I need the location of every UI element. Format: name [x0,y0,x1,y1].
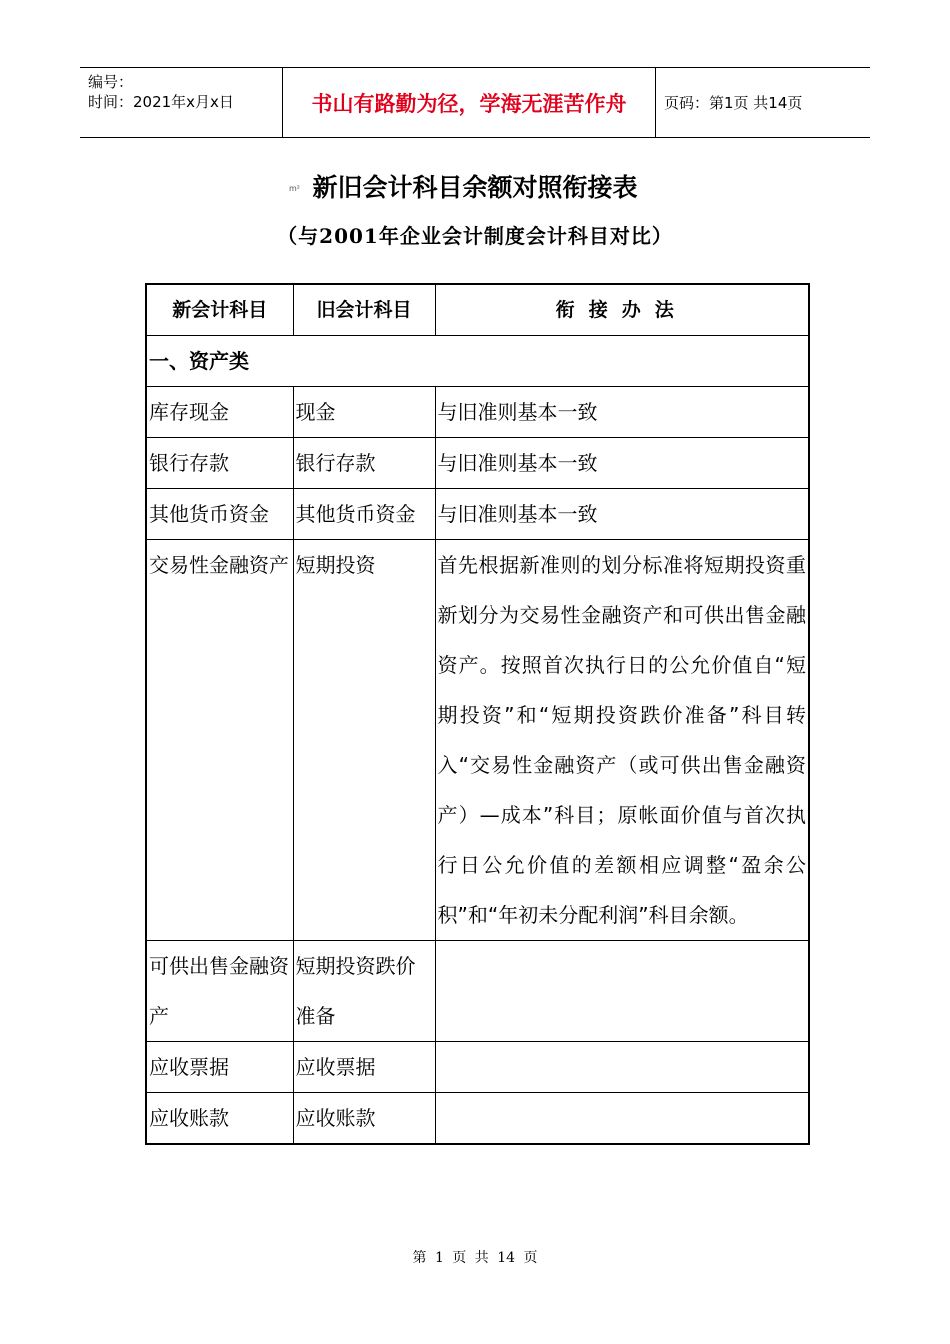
method-cell: 与旧准则基本一致 [435,438,809,489]
old-account-cell: 应收票据 [293,1042,435,1093]
header-new-account: 新会计科目 [146,284,293,336]
title-mark-icon: m² [289,184,300,193]
document-number-label: 编号： [88,73,134,91]
old-account-cell: 应收账款 [293,1093,435,1145]
document-title: 新旧会计科目余额对照衔接表 [312,173,638,202]
old-account-cell: 银行存款 [293,438,435,489]
table-row [146,540,809,941]
old-account-cell: 短期投资跌价准备 [293,941,435,1042]
new-account-cell: 库存现金 [146,387,293,438]
method-cell [435,1042,809,1093]
new-account-cell: 应收账款 [146,1093,293,1145]
old-account-cell: 其他货币资金 [293,489,435,540]
new-account-cell: 应收票据 [146,1042,293,1093]
table-row [146,387,809,438]
section-label: 一、资产类 [146,336,809,387]
header-motto: 书山有路勤为径，学海无涯苦作舟 [282,68,656,137]
page-header [80,67,870,138]
method-cell [435,1093,809,1145]
method-cell: 与旧准则基本一致 [435,387,809,438]
table-header-row [146,284,809,336]
header-old-account: 旧会计科目 [293,284,435,336]
old-account-cell: 现金 [293,387,435,438]
table-row [146,438,809,489]
account-mapping-table [145,283,810,1145]
old-account-cell: 短期投资 [293,540,435,941]
new-account-cell: 可供出售金融资产 [146,941,293,1042]
method-cell [435,941,809,1042]
page-footer: 第 1 页 共 14 页 [412,1250,538,1266]
header-method: 衔接办法 [435,284,809,336]
table-row [146,941,809,1042]
new-account-cell: 银行存款 [146,438,293,489]
method-cell: 与旧准则基本一致 [435,489,809,540]
header-page-info: 页码：第1页 共14页 [664,94,803,112]
document-subtitle: （与2001年企业会计制度会计科目对比） [277,224,673,248]
table-row [146,489,809,540]
method-cell: 首先根据新准则的划分标准将短期投资重新划分为交易性金融资产和可供出售金融资产。按照首次执行日的公允价值自“短期投资”和“短期投资跌价准备”科目转入“交易性金融资产（或可供出售金融资产）—成本”科目；原帐面价值与首次执行日公允价值的差额相应调整“盈余公积”和“年初未分配利润”科目余额。 [435,540,809,941]
header-meta [88,72,283,112]
new-account-cell: 交易性金融资产 [146,540,293,941]
section-row [146,336,809,387]
table-row [146,1042,809,1093]
new-account-cell: 其他货币资金 [146,489,293,540]
document-date: 时间：2021年x月x日 [88,93,234,111]
table-row [146,1093,809,1145]
